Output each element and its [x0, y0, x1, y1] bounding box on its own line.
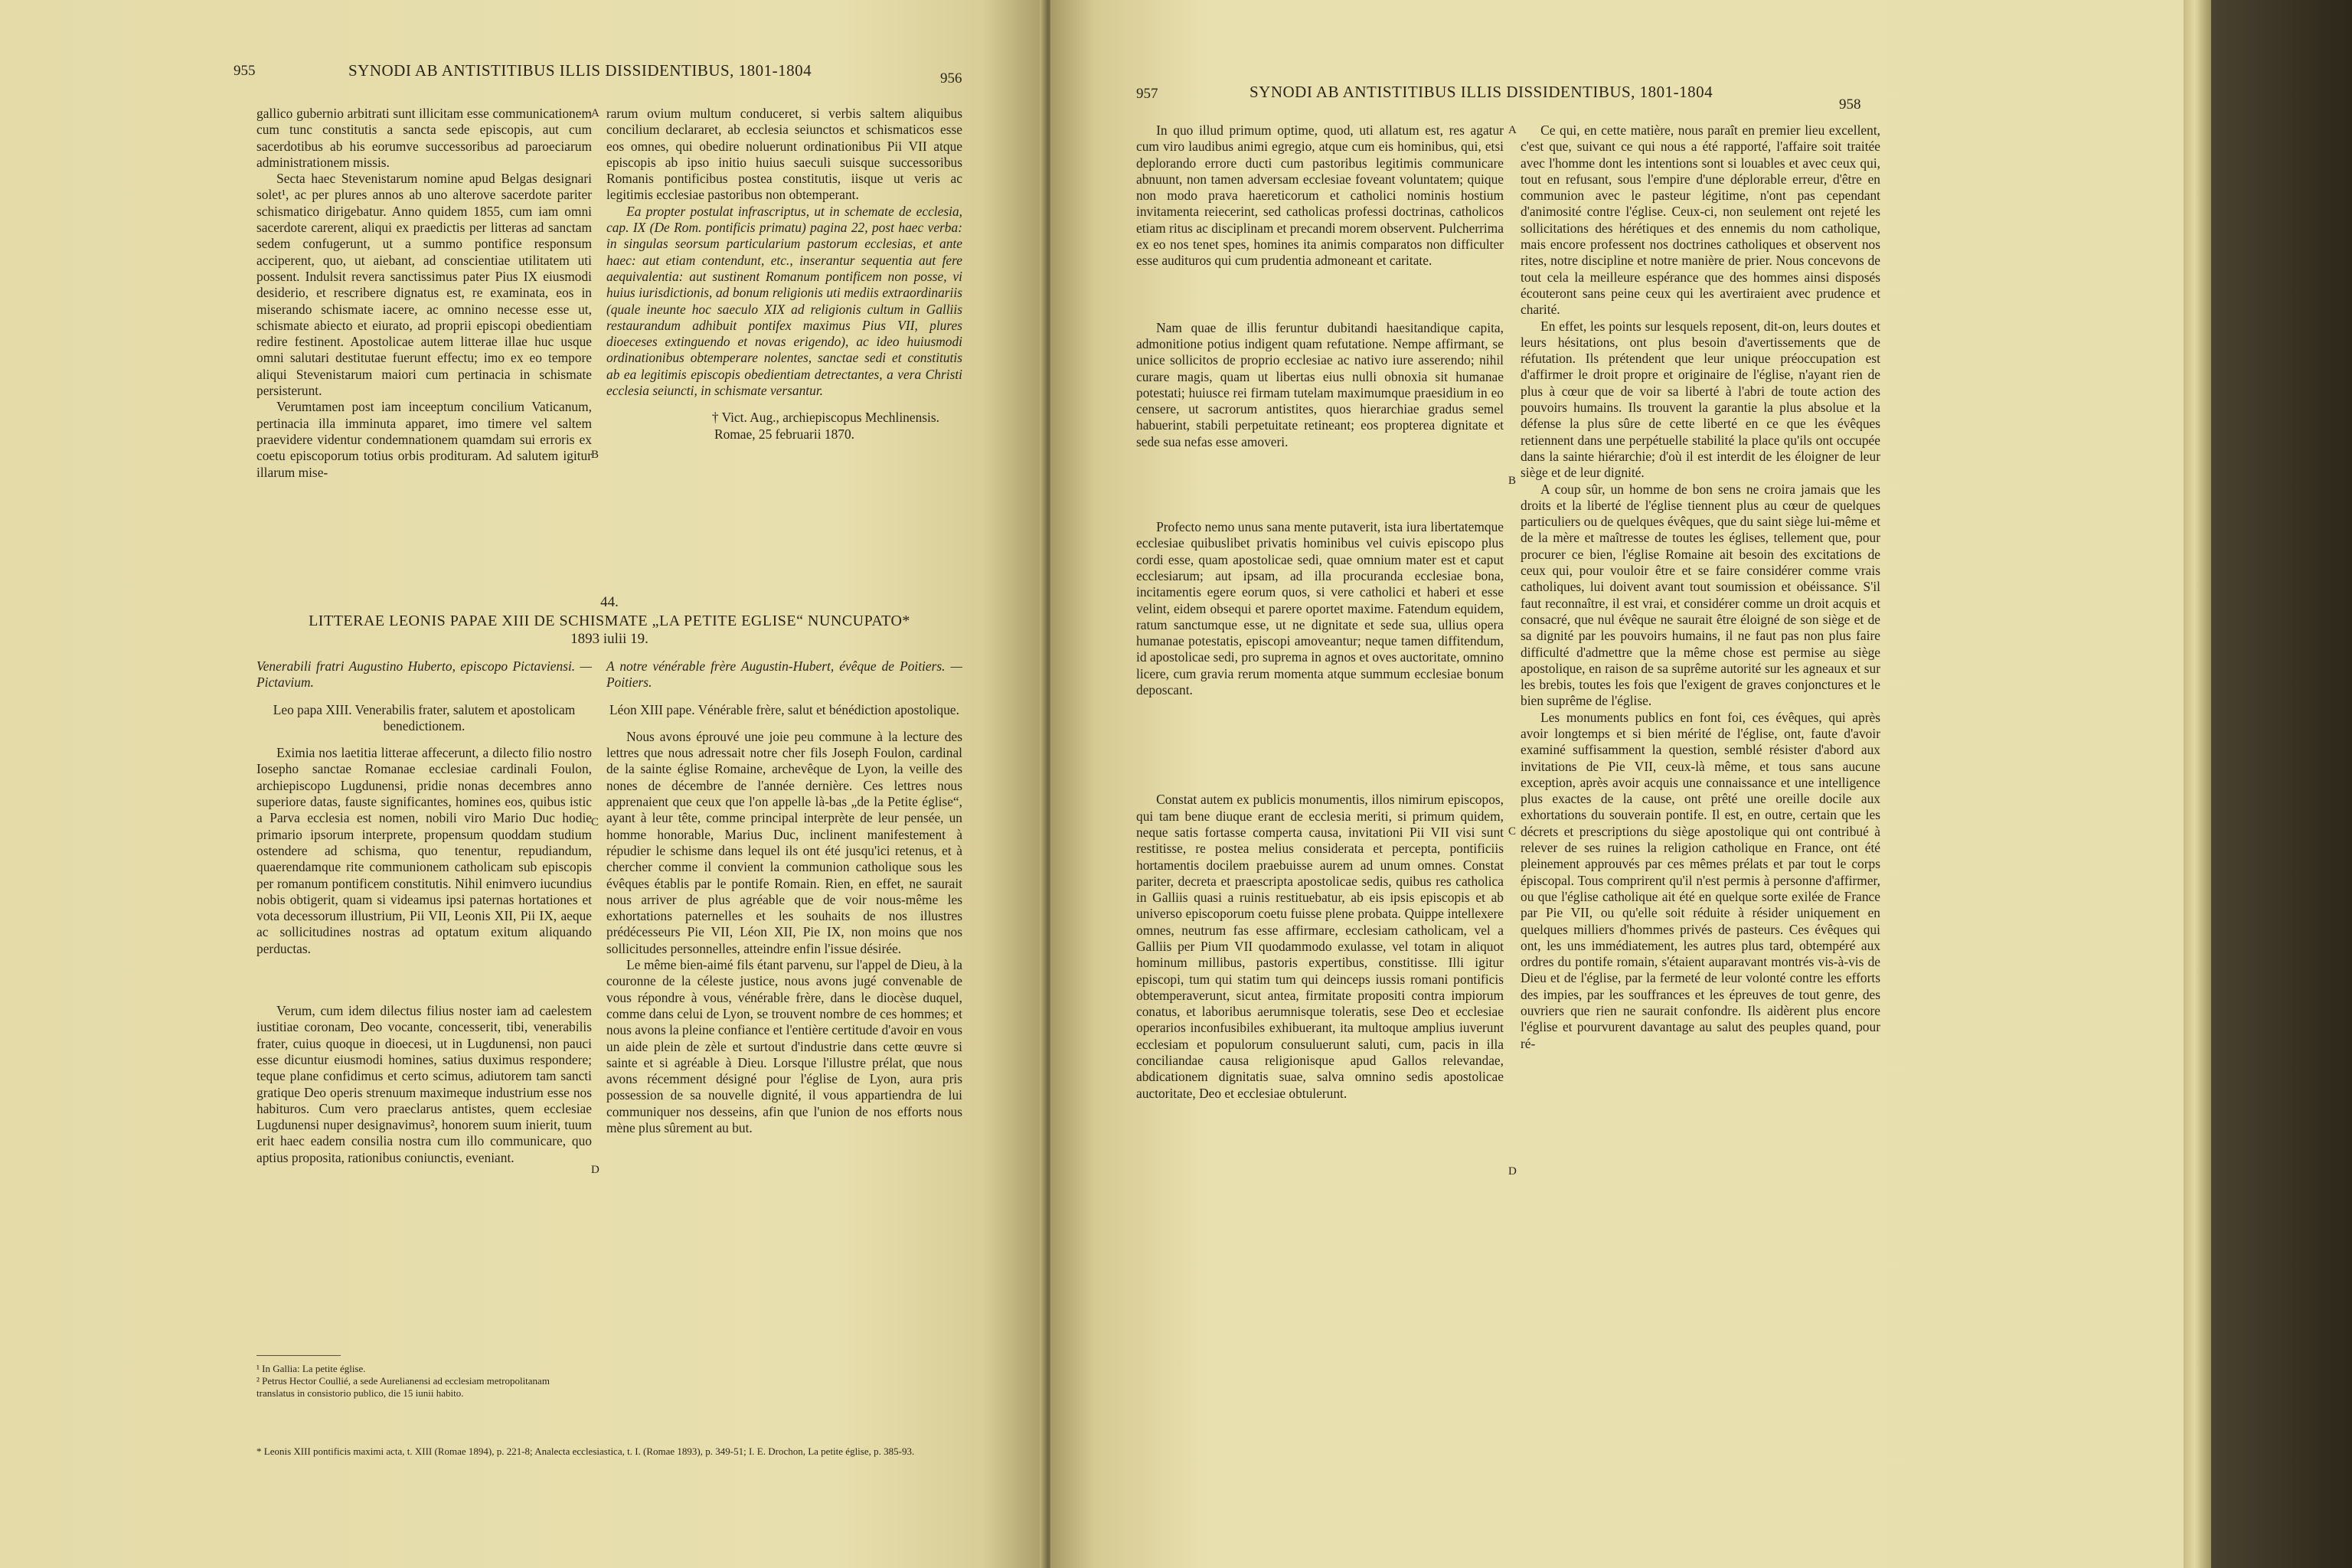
paragraph: Nam quae de illis feruntur dubitandi haesitandique capita, admonitione potius indigent quam refutatione. Nempe affirmant, se unice sollicitos de proprio ecclesiae ac nativo iure asserendo; nihil curare magis, quam ut libertas eius nulli obnoxia sit humanae potestati; huiusce rei firmam tutelam maximumque praesidium in eo censere, ut sacrorum antistites, quos hierarchiae gradus semel habuerint, stabili perpetuitate retineant; eos propterea dignitate et sede sua nefas esse amoveri. — [1136, 319, 1504, 449]
dateline: Romae, 25 februarii 1870. — [714, 426, 855, 442]
french-column — [1521, 122, 1880, 1052]
paragraph: Secta haec Stevenistarum nomine apud Belgas designari solet¹, ac per plures annos ab uno alterove sacerdote pariter schismatico dirigebatur. Anno quidem 1855, cum iam omni sacerdote carerent, aliqui ex praedictis per litteras ad sanctam sedem confugerunt, ut a summo pontifice responsum acciperent, quo, ut aiebant, ad conscientiae utilitatem uti possent. Indulsit revera sanctissimus pater Pius IX eiusmodi desiderio, et rescribere dignatus est, re examinata, eos in miserando schismate iacere, ac omnino necesse esse ut, schismate abiecto et eiurato, ad proprii episcopi obedientiam redire festinent. Apostolicae autem litterae illae huc usque omni salutari destitutae fuerunt effectu; imo ex eo tempore aliqui Stevenistarum maiori cum pertinacia in schismate persisterunt. — [256, 171, 592, 399]
paragraph: Ce qui, en cette matière, nous paraît en premier lieu excellent, c'est que, suivant ce qui nous a été rapporté, l'affaire soit traitée avec l'homme dont les intentions sont si louables et avec ceux qui, tout en refusant, sous l'empire d'une déplorable erreur, d'être en communion avec le pasteur légitime, n'ont pas cependant d'animosité contre l'église. Ceux-ci, non seulement ont rejeté les sollicitations des hérétiques et des ennemis du nom catholique, mais encore professent nos doctrines catholiques et observent nos rites, notre discipline et notre manière de prier. Nous concevons de tout cela la meilleure espérance que des hommes ainsi disposés écouteront sans peine ceux qui les avertiraient avec prudence et charité. — [1521, 122, 1880, 318]
latin-column-a — [256, 106, 592, 481]
paragraph: Eximia nos laetitia litterae affecerunt, a dilecto filio nostro Iosepho sanctae Romanae ecclesiae cardinali Foulon, archiepiscopo Lugdunensi, pridie nonas decembres anno superiore datas, fauste significantes, homines eos, quibus istic a Parva ecclesia est nomen, nobili viro Mario Duc hodie primario ipsorum interprete, propensum quoddam studium ostendere ad schisma, quo tenentur, repudiandum, quaerendamque rite communionem catholicam sub episcopis per romanum pontificem constitutis. Nihil enimvero iucundius nobis obtigerit, quam si videamus ipsi paternas hortationes et vota decessorum illustrium, Pii VII, Leonis XII, Pii IX, aeque ac sollicitudines nostras ad optatum exitum aliquando perductas. — [256, 745, 592, 956]
margin-letter: C — [1508, 825, 1517, 838]
margin-letter: B — [1508, 475, 1517, 487]
paragraph: Ea propter postulat infrascriptus, ut in schemate de ecclesia, cap. IX (De Rom. pontificis primatu) pagina 22, post haec verba: in singulas seorsum particularium pastorum ecclesias, et ante haec: aut etiam contendunt, etc., inserantur sequentia aut fere aequivalentia: aut sustinent Romanum pontificem non posse, vi huius iurisdictionis, ad bonum religionis uti mediis extraordinariis (quale ineunte hoc saeculo XIX ad religionis cultum in Galliis restaurandum adhibuit pontifex maximus Pius VII, plures dioeceses extinguendo et novas erigendo), ac ideo huiusmodi ordinationibus obtemperare nolentes, sanctae sedi et constitutis ab ea legitimis episcopis obedientiam detrectantes, a vera Christi ecclesia seiuncti, in schismate versantur. — [606, 203, 962, 399]
address: Venerabili fratri Augustino Huberto, episcopo Pictaviensi. — Pictavium. — [256, 658, 592, 691]
address: A notre vénérable frère Augustin-Hubert, évêque de Poitiers. — Poitiers. — [606, 658, 962, 691]
paragraph: Profecto nemo unus sana mente putaverit, ista iura libertatemque ecclesiae quibuslibet privatis hominibus vel cuivis episcopo plus cordi esse, quam apostolicae sedi, quae omnium mater est et caput ecclesiarum; aut ipsam, ad illa procuranda ecclesiae bona, incitamentis egere eorum quos, si vere catholici et haberi et esse velint, eidem obsequi et parere oportet maxime. Fatendum equidem, ratum sanctumque esse, ut ne dignitate et sede sua, ullius opera humanae potestatis, episcopi amoveantur; neque tamen diffitendum, id apostolicae sedi, pro suprema in agnos et oves auctoritate, omnino licere, cum gravia rerum momenta atque summum ecclesiae bonum deposcant. — [1136, 519, 1504, 698]
paragraph: Verum, cum idem dilectus filius noster iam ad caelestem iustitiae coronam, Deo vocante, concesserit, tibi, venerabilis frater, cuius quoque in dioecesi, ut in Lugdunensi, non pauci esse dicuntur eiusmodi homines, satius duximus respondere; teque plane confidimus et certo scimus, adiutorem tam sancti gratique Deo operis strenuum maximeque industrium esse nos habituros. Cum vero praeclarus antistes, quem ecclesiae Lugdunensi nuper designavimus², honorem suum inierit, tuum erit haec eadem consilia nostra cum illo communicare, quo aptius proposita, rationibus coniunctis, eveniant. — [256, 1003, 592, 1165]
doc-date: 1893 iulii 19. — [570, 631, 648, 647]
paragraph: rarum ovium multum conduceret, si verbis saltem aliquibus concilium declararet, ab ecclesia seiunctos et schismaticos esse eos omnes, qui obedire noluerunt ordinationibus Pii VII atque episcopis ab ipso initio huius saeculi suisque successoribus Romanis pontificibus postea constitutis, iisque ut veris ac legitimis ecclesiae pastoribus non obtemperant. — [606, 106, 962, 203]
margin-letter: D — [591, 1164, 599, 1176]
greeting: Leo papa XIII. Venerabilis frater, salutem et apostolicam benedictionem. — [273, 701, 576, 733]
doc-number: 44. — [600, 594, 619, 610]
footnote: ¹ In Gallia: La petite église. — [256, 1363, 366, 1374]
paragraph: En effet, les points sur lesquels reposent, dit-on, leurs doutes et leurs hésitations, ont plus besoin d'avertissements que de réfutation. Ils prétendent que leur unique préoccupation est d'affirmer le droit propre et originaire de l'église, n'ayant rien de plus à cœur que de voir sa liberté à l'abri de toute action des pouvoirs humains. Ils trouvent la garantie la plus absolue et la défense la plus sûre de cette liberté en ce que les évêques retiennent dans une perpétuelle stabilité la place qu'ils ont occupée dans la sainte hiérarchie; d'où il est interdit de les éloigner de leur siège et de leur dignité. — [1521, 318, 1880, 481]
page-number: 955 — [234, 63, 256, 79]
paragraph: gallico gubernio arbitrati sunt illicitam esse communicationem cum tunc constitutis a sancta sede episcopis, aut cum sacerdotibus ab his eorumve successoribus ad paroeciarum administrationem missis. — [256, 106, 592, 170]
paragraph: Nous avons éprouvé une joie peu commune à la lecture des lettres que nous adressait notre cher fils Joseph Foulon, cardinal de la sainte église Romaine, archevêque de Lyon, la veille des nones de décembre de l'année dernière. Ces lettres nous apprenaient que ceux que l'on appelle là-bas „de la Petite église“, ayant à leur tête, comme principal interprète de leur pensée, un homme honorable, Marius Duc, inclinent manifestement à répudier le schisme dans lequel ils ont été jusqu'ici retenus, et à chercher comme il convient la communion catholique sous les évêques établis par le pontife Romain. Rien, en effet, ne saurait nous arriver de plus agréable que de voir nous-même les exhortations paternelles et les souhaits de nos illustres prédécesseurs Pie VII, Léon XII, Pie IX, non moins que nos sollicitudes personnelles, atteindre enfin l'issue désirée. — [606, 728, 962, 956]
footnote: ² Petrus Hector Coullié, a sede Aurelianensi ad ecclesiam metropolitanam translatus in consistorio publico, die 15 iunii habito. — [256, 1375, 550, 1399]
running-header: SYNODI AB ANTISTITIBUS ILLIS DISSIDENTIBUS, 1801-1804 — [348, 61, 812, 80]
paragraph: In quo illud primum optime, quod, uti allatum est, res agatur cum viro laudibus animi egregio, atque cum eis hominibus, qui, etsi deplorando errore ducti cum pastoribus legitimis communicare abnuunt, non tamen adversam ecclesiae foveant voluntatem; quique non modo prava haereticorum et catholici nominis hostium invitamenta reiecerint, sed catholicas professi doctrinas, catholicos etiam ritus ac disciplinam et precandi morem observent. Pulcherrima ex eo nos tenet spes, homines ita animis comparatos non difficulter esse audituros qui cum prudentia admoneant et caritate. — [1136, 122, 1504, 269]
paragraph: Verumtamen post iam inceeptum concilium Vaticanum, pertinacia illa imminuta apparet, imo timere vel saltem praevidere videntur condemnationem quamdam sui erroris ex coetu episcoporum totius orbis prodituram. Ad salutem igitur illarum mise- — [256, 399, 592, 480]
paragraph: Le même bien-aimé fils étant parvenu, sur l'appel de Dieu, à la couronne de la céleste justice, nous avons jugé convenable de vous répondre à vous, vénérable frère, dans le diocèse duquel, comme dans celui de Lyon, se trouvent nombre de ces hommes; et nous avons la pleine confiance et l'entière certitude d'avoir en vous un aide plein de zèle et surtout d'industrie dans cette œuvre si sainte et si agréable à Dieu. Lorsque l'illustre prélat, que nous avons récemment désigné pour l'église de Lyon, aura pris possession de sa nouvelle dignité, il vous appartiendra de lui communiquer nos desseins, afin que l'union de nos efforts nous mène plus sûrement au but. — [606, 957, 963, 1136]
signature: † Vict. Aug., archiepiscopus Mechlinensis. — [711, 410, 939, 426]
latin-column-b — [606, 106, 962, 443]
page-number: 957 — [1136, 86, 1158, 102]
latin-column — [1136, 122, 1504, 1102]
paragraph: Les monuments publics en font foi, ces évêques, qui après avoir longtemps et si bien mérité de l'église, ont, faute d'avoir examiné suffisamment la question, semblé résister d'abord aux invitations de Pie VII, ceux-là même, et tous sans aucune exception, après avoir acquis une connaissance et une intelligence plus exactes de la cause, ont prêté une oreille docile aux exhortations du souverain pontife. Il est, en outre, certain que les décrets et prescriptions du siège apostolique qui ont contribué à relever de ses ruines la religion catholique en France, ont été pleinement approuvés par ces mêmes prélats et par tout le corps épiscopal. Tous comprirent qu'il n'est permis à personne d'affirmer, ou que l'église catholique ait été en quelque sorte exilée de France par Pie VII, ou qu'elle soit réduite à résider uniquement en quelques milliers d'hommes privés de pasteurs. Ces évêques qui ont, les uns immédiatement, les autres plus tard, obtempéré aux ordres du pontife romain, s'étaient auparavant montrés vis-à-vis de Dieu et de l'église, par la fermeté de leur volonté contre les efforts des impies, par les souffrances et les épreuves de tout genre, des ouvriers que rien ne saurait confondre. Ils aidèrent plus encore l'église et pourvurent davantage au salut des peuples quand, pour ré- — [1521, 709, 1880, 1051]
footnote-rule — [256, 1355, 341, 1356]
margin-letter: D — [1508, 1165, 1517, 1178]
latin-letter — [256, 658, 592, 1166]
footnote-sources: * Leonis XIII pontificis maximi acta, t. XIII (Romae 1894), p. 221-8; Analecta ecclesiastica, t. I. (Romae 1893), p. 349-51; I. E. Drochon, La petite église, p. 385-93. — [256, 1446, 915, 1457]
margin-letter: A — [1508, 124, 1517, 136]
margin-letter: C — [591, 816, 599, 828]
paragraph: Constat autem ex publicis monumentis, illos nimirum episcopos, qui tam bene diuque erant de ecclesia meriti, si primum quidem, neque satis fortasse comperta causa, invitationi Pii VII visi sunt restitisse, re postea melius considerata et percepta, pontificiis hortamentis docilem praebuisse aurem ad unum omnes. Constat pariter, decreta et praescripta apostolicae sedis, quibus res catholica in Galliis quasi a ruinis restituebatur, ab eis ipsis episcopis et ab universo episcoporum coetu fuisse plene probata. Quippe intellexere omnes, neutrum fas esse affirmare, ecclesiam catholicam, vel a Galliis per Pium VII quodammodo exulasse, vel totam in aliquot hominum millibus, pastoris expertibus, constitisse. Illi igitur episcopi, tum qui statim tum qui deinceps iussis romani pontificis obtemperaverunt, sicut antea, firmitate propositi contra impiorum conatus, et laboribus aerumnisque toleratis, sese Deo et ecclesiae operarios inconfusibiles exhibuerant, ita multoque amplius iuverunt ecclesiam et populorum consuluerunt saluti, cum, pacis in illa conciliandae causa religionisque apud Gallos relevandae, abdicationem dignitatis suae, salva omnino sedis apostolicae auctoritate, Deo et ecclesiae obtulerunt. — [1136, 792, 1504, 1101]
page-number: 958 — [1839, 96, 1861, 113]
right-page — [1050, 0, 2184, 1568]
page-edges — [2184, 0, 2211, 1568]
doc-title: LITTERAE LEONIS PAPAE XIII DE SCHISMATE „LA PETITE EGLISE“ NUNCUPATO* — [309, 612, 910, 629]
paragraph: A coup sûr, un homme de bon sens ne croira jamais que les droits et la liberté de l'église tiennent plus au cœur de quelques particuliers ou de quelques évêques, que du saint siège lui-même et de la mère et maîtresse de toutes les églises, tellement que, pour procurer ce bien, l'église Romaine ait besoin des excitations de ceux qui, pour vouloir être et se faire considérer comme vrais catholiques, lui doivent avant tout soumission et obéissance. S'il faut reconnaître, il est vrai, et considérer comme un droit acquis et consacré, que nul évêque ne saurait être éloigné de son siège et de sa dignité par les pouvoirs humains, il ne faut pas non plus faire difficulté d'admettre que la même chose est permise au siège apostolique, en raison de sa suprême autorité sur les agneaux et sur les brebis, toutes les fois que l'exigent de graves conjonctures et le bien suprême de l'église. — [1521, 481, 1880, 709]
greeting: Léon XIII pape. Vénérable frère, salut et bénédiction apostolique. — [609, 701, 959, 717]
left-page — [0, 0, 1045, 1568]
margin-letter: B — [591, 449, 599, 461]
french-letter — [606, 658, 962, 1136]
page-number: 956 — [940, 70, 962, 87]
background-surface — [2211, 0, 2352, 1568]
running-header: SYNODI AB ANTISTITIBUS ILLIS DISSIDENTIBUS, 1801-1804 — [1250, 83, 1713, 101]
margin-letter: A — [591, 107, 599, 119]
footnotes — [256, 1363, 586, 1400]
